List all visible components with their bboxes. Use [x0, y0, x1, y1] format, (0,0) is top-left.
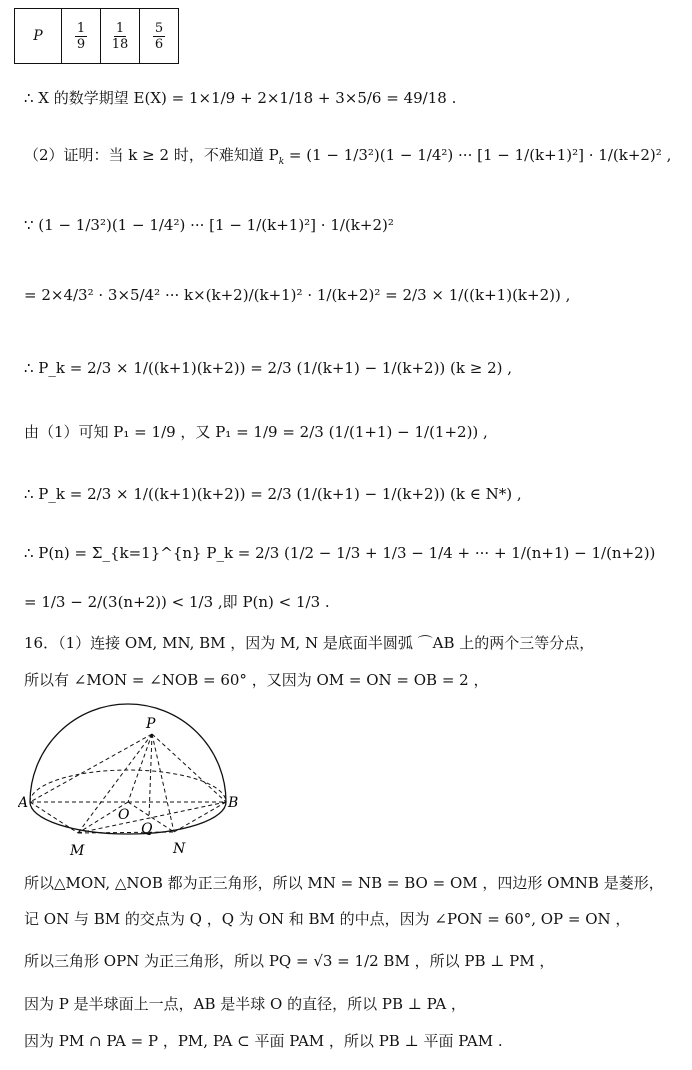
table-cell: $\frac{1}{9}$	[62, 9, 101, 64]
diameter-line: 因为 P 是半球面上一点，AB 是半球 O 的直径，所以 PB ⊥ PA ，	[24, 995, 466, 1013]
because-line: ∵ (1 − 1/3²)(1 − 1/4²) ··· [1 − 1/(k+1)²] · 1/(k+2)²	[24, 216, 394, 234]
proof-intro-formula: = (1 − 1/3²)(1 − 1/4²) ··· [1 − 1/(k+1)²] · 1/(k+2)² ,	[284, 146, 672, 164]
proof-intro-text: （2）证明：当 k ≥ 2 时，不难知道 P	[24, 146, 279, 164]
table-cell: $\frac{1}{18}$	[101, 9, 140, 64]
pk-formula-line: ∴ P_k = 2/3 × 1/((k+1)(k+2)) = 2/3 (1/(k+1) − 1/(k+2)) (k ≥ 2) ,	[24, 359, 513, 377]
pk-general-line: ∴ P_k = 2/3 × 1/((k+1)(k+2)) = 2/3 (1/(k+1) − 1/(k+2)) (k ∈ N*) ,	[24, 485, 522, 503]
q16-line: 16．（1）连接 OM, MN, BM ，因为 M, N 是底面半圆弧 ⌒AB 上的两个三等分点，	[24, 634, 595, 652]
label-n: N	[173, 841, 186, 857]
label-p: P	[146, 716, 156, 732]
label-o: O	[118, 807, 130, 823]
rhombus-line: 所以△MON, △NOB 都为正三角形，所以 MN = NB = BO = OM ，四边形 OMNB 是菱形，	[24, 874, 664, 892]
table-header-p: P	[15, 9, 62, 64]
probability-table	[14, 8, 179, 64]
label-b: B	[228, 795, 238, 811]
pn-sum-line: ∴ P(n) = Σ_{k=1}^{n} P_k = 2/3 (1/2 − 1/3 + 1/3 − 1/4 + ··· + 1/(n+1) − 1/(n+2))	[24, 544, 656, 562]
table-cell: $\frac{5}{6}$	[140, 9, 179, 64]
angle-line: 所以有 ∠MON = ∠NOB = 60° ，又因为 OM = ON = OB = 2 ，	[24, 671, 489, 689]
hemisphere-arc	[30, 704, 226, 802]
label-m: M	[70, 843, 85, 859]
equilateral-line: 所以三角形 OPN 为正三角形，所以 PQ = √3 = 1/2 BM ，所以 PB ⊥ PM ，	[24, 952, 555, 970]
p1-check-line: 由（1）可知 P₁ = 1/9 ，又 P₁ = 1/9 = 2/3 (1/(1+1) − 1/(1+2)) ,	[24, 423, 488, 441]
conclusion-line: 因为 PM ∩ PA = P ，PM, PA ⊂ 平面 PAM ，所以 PB ⊥ 平面 PAM .	[24, 1032, 503, 1050]
hemisphere-figure	[18, 700, 238, 865]
midpoint-line: 记 ON 与 BM 的交点为 Q ，Q 为 ON 和 BM 的中点，因为 ∠PON = 60°, OP = ON ，	[24, 910, 631, 928]
label-q: Q	[141, 821, 153, 837]
label-a: A	[18, 795, 29, 811]
pn-result-line: = 1/3 − 2/(3(n+2)) < 1/3 ,即 P(n) < 1/3 .	[24, 593, 330, 611]
expectation-line: ∴ X 的数学期望 E(X) = 1×1/9 + 2×1/18 + 3×5/6 = 49/18 .	[24, 89, 457, 107]
proof-intro-line: （2）证明：当 k ≥ 2 时，不难知道 $P_k = (1 - 1/3^2)(1 - 1/4^2)$ ··· [1 − 1/(k+1)²] · 1/(k+2)² ,	[24, 146, 672, 167]
product-simplify-line: = 2×4/3² · 3×5/4² ··· k×(k+2)/(k+1)² · 1/(k+2)² = 2/3 × 1/((k+1)(k+2)) ,	[24, 286, 571, 304]
